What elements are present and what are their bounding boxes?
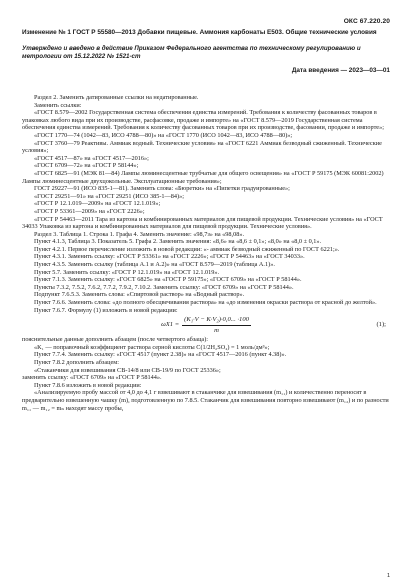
paragraph: «ГОСТ 6825—91 (МЭК 81—84) Лампы люминесцентные трубчатые для общего освещения» на «ГОСТ Р 59175 (МЭК 60081:2002) Лампы люминесцентные двухцокольные. Эксплуатационные требования»; (22, 169, 384, 185)
paragraph: Подпункт 7.6.5.3. Заменить слова: «Спиртовой раствор» на «Водный раствор». (34, 291, 245, 299)
paragraph: Пункт 7.1.3. Заменить ссылку: «ГОСТ 6825» на «ГОСТ Р 59175»; «ГОСТ 6709» на «ГОСТ Р 58144». (34, 276, 302, 284)
paragraph: «ГОСТ 1770—74 (1042—83, ИСО 4788—80)» на «ГОСТ 1770 (ИСО 1042—83, ИСО 4788—80)»; (34, 131, 293, 139)
paragraph: «ГОСТ 29251—91» на «ГОСТ 29251 (ИСО 385-1—84)»; (34, 192, 184, 200)
document-title: Изменение № 1 ГОСТ Р 55580—2013 Добавки пищевые. Аммония карбонаты Е503. Общие технические условия (22, 29, 377, 36)
paragraph: ГОСТ 29227—91 (ИСО 835-1—81). Заменить слова: «Бюретки» на «Пипетки градуированные»; (34, 185, 290, 193)
paragraph: «ГОСТ Р 12.1.019—2009» на «ГОСТ 12.1.019»; (34, 200, 161, 208)
paragraph: Заменить ссылки: (34, 101, 82, 109)
formula-numerator: (K₁·V − K·V₂)·0,0... ·100 (182, 316, 251, 326)
classification-code: ОКС 67.220.20 (343, 18, 390, 25)
document-body (22, 94, 390, 412)
formula-lhs: ωX1 = (161, 321, 180, 329)
paragraph: Пункт 7.6.7. Формулу (1) изложить в новой редакции: (34, 306, 178, 314)
paragraph: пояснительные данные дополнить абзацем (после четвертого абзаца): (22, 336, 209, 344)
effective-date: Дата введения — 2023—03—01 (291, 67, 390, 74)
paragraph: Раздел 3. Таблица 1. Строка 1. Графа 4. Заменить значение: «98,7з» на «98,08». (34, 230, 245, 238)
paragraph: Пункт 4.3.5. Заменить ссылку (таблица А.1 и А.2)» на «ГОСТ 8.579—2019 (таблица А.1)». (34, 261, 275, 269)
paragraph: Пункт 4.2.1. Первое перечисление изложить в новой редакции: «- аммиак безводный сжиженный по ГОСТ 6221;». (34, 245, 340, 253)
paragraph: Пункт 7.6.6. Заменить слова: «до полного обесцвечивания раствора» на «до изменения окраски раствора от красной до желтой». (34, 299, 377, 307)
paragraph: «ГОСТ Р 53361—2009» на «ГОСТ 2226»; (34, 207, 145, 215)
paragraph: заменить ссылку: «ГОСТ 6709» на «ГОСТ Р 58144». (22, 374, 162, 382)
formula-fraction (182, 316, 251, 334)
paragraph: Пункт 4.1.3, Таблица 3. Показатель 5. Графа 2. Заменить значения: «8,6» на «8,6 ± 0,1»; «8,0» на «8,0 ± 0,1». (34, 238, 322, 246)
formula-denominator: m (214, 326, 219, 334)
approval-statement: Утверждено и введено в действие Приказом Федерального агентства по техническому регулированию и метрологии от 15.12.2022 № 1521-ст (22, 45, 361, 60)
formula-number: (1); (376, 321, 386, 329)
paragraph: «Стаканчики для взвешивания СВ-14/8 или СВ-19/9 по ГОСТ 25336»; (34, 366, 221, 374)
paragraph: «ГОСТ 4517—87» на «ГОСТ 4517—2016»; (34, 154, 149, 162)
paragraph: «ГОСТ 8.579—2002 Государственная система обеспечения единства измерений. Требования к количеству фасованных товаров в упаковках любого вида при их производстве, расфасовке, продаже и импорте» на «ГОСТ 8.579—2019 Государственная система обеспечения единства измерений. Требования к количеству фасованных товаров при их производстве, фасовании, продаже и импорте»; (22, 109, 384, 132)
paragraph: Пункт 5.7. Заменить ссылку: «ГОСТ Р 12.1.019» на «ГОСТ 12.1.019». (34, 268, 220, 276)
page-number: 1 (386, 573, 390, 579)
paragraph: Пункт 4.3.1. Заменить ссылку: «ГОСТ Р 53361» на «ГОСТ 2226»; «ГОСТ Р 54463» на «ГОСТ 34033». (34, 253, 305, 261)
paragraph: «Анализируемую пробу массой от 4,0 до 4,1 г взвешивают в стаканчике для взвешивания (m₁₁) и количественно переносят в предварительно взвешенную чашку (m), подготовленную по 7.8.5. Стаканчик для взвешивания повторно взвешивают (m₁₂) и по разности m₁₁ — m₁₂ = mₙ находят массу пробы, (22, 389, 389, 412)
paragraph: Раздел 2. Заменить датированные ссылки на недатированные. (34, 94, 199, 101)
paragraph: «K₁ — поправочный коэффициент раствора серной кислоты C(1/2H₂SO₄) = 1 моль/дм³»; (34, 343, 270, 351)
paragraph: Пункт 7.7.4. Заменить ссылку: «ГОСТ 4517 (пункт 2.38)» на «ГОСТ 4517—2016 (пункт 4.38)». (34, 351, 287, 359)
paragraph: «ГОСТ Р 54463—2011 Тара из картона и комбинированных материалов для пищевой продукции. Технические условия» на «ГОСТ 34033 Упаковка из картона и комбинированных материалов для пищевой продукции. Технические условия». (22, 215, 383, 231)
paragraph: Пункт 7.8.2 дополнить абзацем: (34, 359, 119, 366)
paragraph: «ГОСТ 3760—79 Реактивы. Аммиак водный. Технические условия» на «ГОСТ 6221 Аммиак безводный сжиженный. Технические условия»; (22, 139, 382, 155)
formula-1 (22, 314, 390, 336)
paragraph: Пункт 7.8.6 изложить в новой редакции: (34, 381, 142, 389)
paragraph: Пункты 7.3.2, 7.5.2, 7.6.2, 7.7.2, 7.9.2, 7.10.2. Заменить ссылку: «ГОСТ 6709» на «ГОСТ Р 58144». (34, 283, 294, 291)
paragraph: «ГОСТ 6709—72» на «ГОСТ Р 58144»; (34, 162, 139, 170)
